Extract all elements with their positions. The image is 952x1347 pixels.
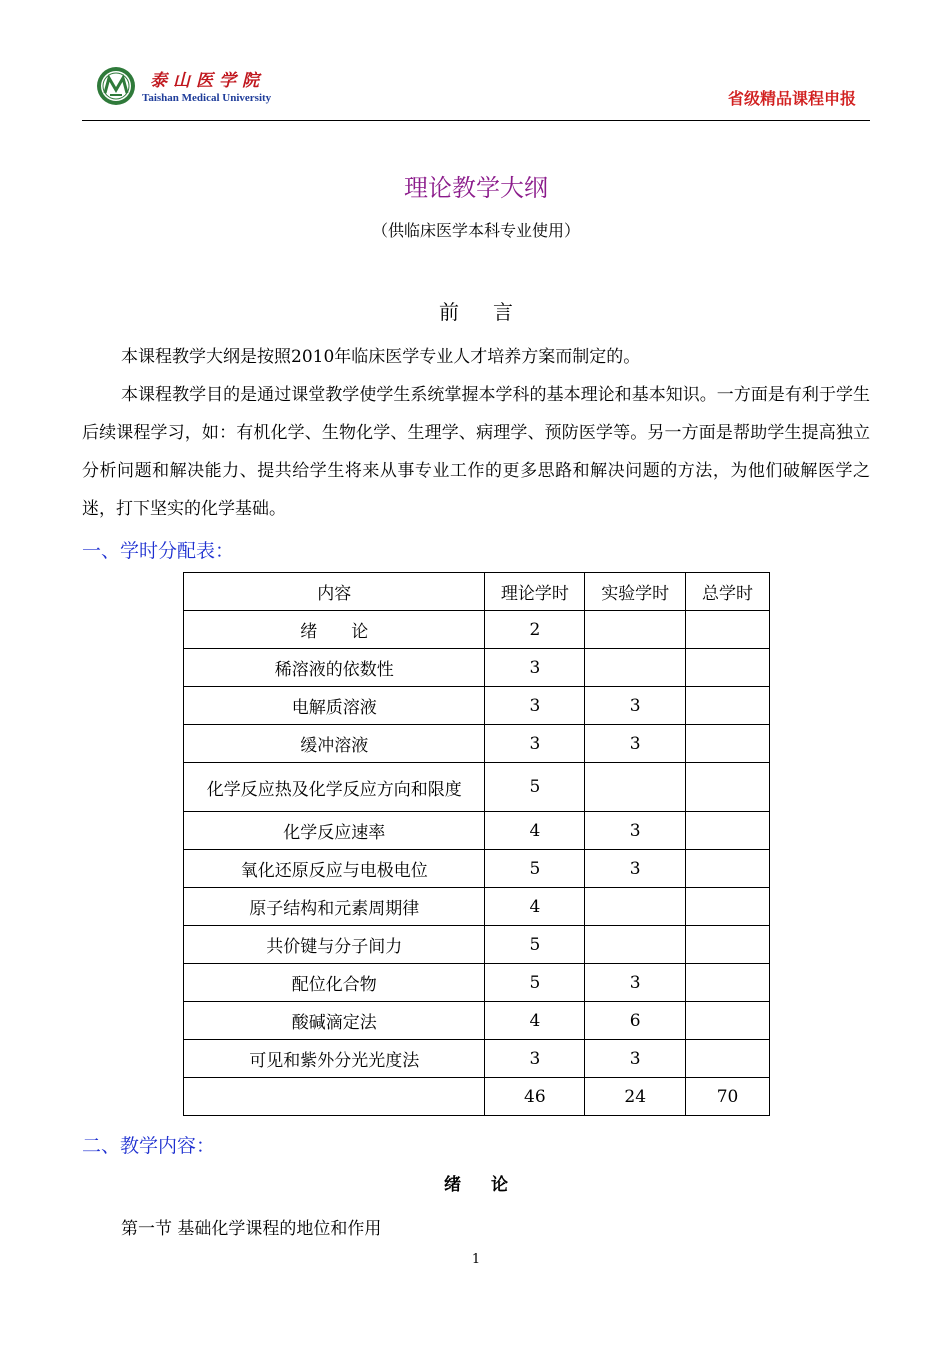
table-cell — [585, 611, 686, 649]
table-cell: 共价键与分子间力 — [184, 926, 485, 964]
table-row — [184, 812, 770, 850]
table-cell: 3 — [485, 725, 585, 763]
section-2-title: 二、教学内容： — [82, 1135, 216, 1157]
table-cell: 5 — [485, 964, 585, 1002]
table-cell: 24 — [585, 1078, 686, 1116]
table-cell: 3 — [585, 687, 686, 725]
table-row — [184, 1002, 770, 1040]
table-cell: 4 — [485, 1002, 585, 1040]
header-application-label: 省级精品课程申报 — [727, 89, 856, 108]
table-cell — [686, 850, 770, 888]
table-cell — [686, 964, 770, 1002]
table-cell — [585, 926, 686, 964]
section-1-title: 一、学时分配表： — [82, 540, 235, 562]
table-cell — [686, 611, 770, 649]
table-row — [184, 888, 770, 926]
table-cell — [686, 763, 770, 812]
table-cell — [686, 687, 770, 725]
table-cell: 5 — [485, 763, 585, 812]
table-cell: 稀溶液的依数性 — [184, 649, 485, 687]
table-cell — [686, 1040, 770, 1078]
table-cell — [686, 888, 770, 926]
logo-chinese-name: 泰山医学院 — [150, 71, 265, 91]
page-number: 1 — [471, 1252, 481, 1267]
table-row — [184, 687, 770, 725]
table-cell: 电解质溶液 — [184, 687, 485, 725]
page-subtitle: （供临床医学本科专业使用） — [371, 221, 580, 240]
table-row — [184, 964, 770, 1002]
table-row — [184, 725, 770, 763]
table-header-cell: 实验学时 — [585, 573, 686, 611]
table-cell: 3 — [485, 649, 585, 687]
table-row — [184, 649, 770, 687]
table-row — [184, 926, 770, 964]
table-cell: 2 — [485, 611, 585, 649]
table-cell — [686, 725, 770, 763]
table-cell: 4 — [485, 812, 585, 850]
table-cell: 化学反应速率 — [184, 812, 485, 850]
table-row — [184, 611, 770, 649]
table-cell — [686, 649, 770, 687]
table-cell — [585, 649, 686, 687]
table-row — [184, 1040, 770, 1078]
section-heading: 第一节 基础化学课程的地位和作用 — [121, 1219, 382, 1239]
table-cell — [585, 763, 686, 812]
table-header-row — [184, 573, 770, 611]
table-cell: 3 — [585, 1040, 686, 1078]
table-header-cell: 理论学时 — [485, 573, 585, 611]
table-cell — [184, 1078, 485, 1116]
table-cell: 绪 论 — [184, 611, 485, 649]
table-cell: 70 — [686, 1078, 770, 1116]
table-cell: 缓冲溶液 — [184, 725, 485, 763]
table-cell: 46 — [485, 1078, 585, 1116]
table-cell: 可见和紫外分光光度法 — [184, 1040, 485, 1078]
university-seal-icon — [96, 66, 136, 106]
table-cell — [686, 926, 770, 964]
table-cell: 配位化合物 — [184, 964, 485, 1002]
table-cell: 3 — [585, 812, 686, 850]
table-cell: 3 — [585, 725, 686, 763]
table-row — [184, 850, 770, 888]
table-cell — [686, 812, 770, 850]
hours-allocation-table — [183, 572, 770, 1116]
table-cell: 3 — [585, 850, 686, 888]
page-header — [82, 62, 870, 121]
page-title: 理论教学大纲 — [404, 174, 548, 202]
table-header-cell: 内容 — [184, 573, 485, 611]
table-cell: 3 — [485, 1040, 585, 1078]
table-cell: 5 — [485, 926, 585, 964]
table-cell: 3 — [485, 687, 585, 725]
table-cell: 酸碱滴定法 — [184, 1002, 485, 1040]
table-cell — [686, 1002, 770, 1040]
table-cell — [585, 888, 686, 926]
table-cell: 3 — [585, 964, 686, 1002]
chapter-heading: 绪论 — [444, 1175, 538, 1195]
table-cell: 氧化还原反应与电极电位 — [184, 850, 485, 888]
table-cell: 原子结构和元素周期律 — [184, 888, 485, 926]
table-cell: 4 — [485, 888, 585, 926]
table-cell: 化学反应热及化学反应方向和限度 — [184, 763, 485, 812]
table-total-row — [184, 1078, 770, 1116]
logo-english-name: Taishan Medical University — [142, 92, 272, 104]
table-cell: 5 — [485, 850, 585, 888]
preface-heading: 前言 — [439, 300, 547, 324]
paragraph-2: 本课程教学目的是通过课堂教学使学生系统掌握本学科的基本理论和基本知识。一方面是有利于学生后续课程学习，如：有机化学、生物化学、生理学、病理学、预防医学等。另一方面是帮助学生提高独立分析问题和解决能力、提共给学生将来从事专业工作的更多思路和解决问题的方法，为他们破解医学之迷，打下坚实的化学基础。 — [82, 385, 870, 519]
paragraph-1: 本课程教学大纲是按照2010年临床医学专业人才培养方案而制定的。 — [121, 347, 641, 367]
table-row — [184, 763, 770, 812]
table-header-cell: 总学时 — [686, 573, 770, 611]
table-cell: 6 — [585, 1002, 686, 1040]
